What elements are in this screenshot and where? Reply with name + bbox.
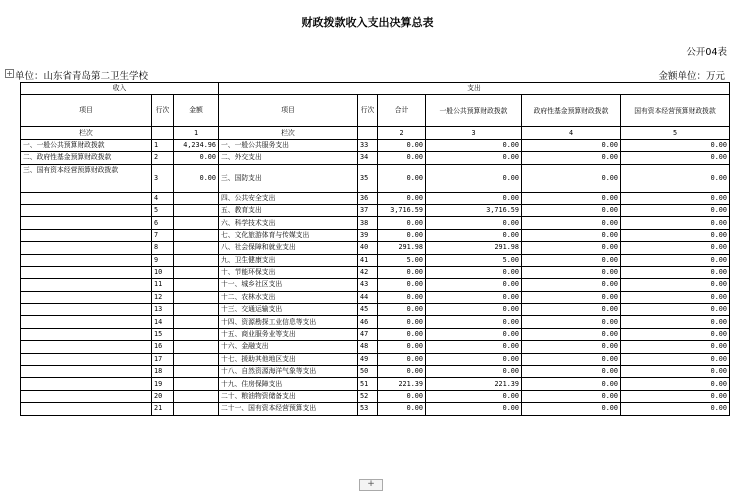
- income-item-cell[interactable]: [21, 316, 152, 328]
- gov-fund-amount-cell[interactable]: 0.00: [522, 152, 621, 164]
- income-amount-cell[interactable]: [174, 254, 219, 266]
- income-item-cell[interactable]: [21, 266, 152, 278]
- gov-fund-amount-cell[interactable]: 0.00: [522, 304, 621, 316]
- table-row: [21, 390, 730, 402]
- income-row-no-cell[interactable]: 18: [152, 366, 174, 378]
- general-budget-amount-cell[interactable]: 0.00: [426, 164, 522, 192]
- general-budget-amount-cell[interactable]: 0.00: [426, 304, 522, 316]
- expense-item-cell[interactable]: 六、科学技术支出: [219, 217, 358, 229]
- table-row: [21, 378, 730, 390]
- income-amount-cell[interactable]: [174, 217, 219, 229]
- table-row: [21, 266, 730, 278]
- gov-fund-amount-cell[interactable]: 0.00: [522, 242, 621, 254]
- income-amount-cell[interactable]: [174, 192, 219, 204]
- expense-row-no-cell[interactable]: 47: [358, 328, 378, 340]
- income-row-no-cell[interactable]: 14: [152, 316, 174, 328]
- expense-row-no-cell[interactable]: 37: [358, 204, 378, 216]
- income-row-no-cell[interactable]: 19: [152, 378, 174, 390]
- table-row: [21, 279, 730, 291]
- general-budget-amount-cell[interactable]: 0.00: [426, 229, 522, 241]
- expense-row-no-cell[interactable]: 39: [358, 229, 378, 241]
- expense-row-no-cell[interactable]: 48: [358, 341, 378, 353]
- income-amount-cell[interactable]: [174, 291, 219, 303]
- income-row-no-header: 行次: [152, 95, 174, 127]
- general-budget-amount-cell[interactable]: 0.00: [426, 316, 522, 328]
- income-amount-cell[interactable]: [174, 353, 219, 365]
- table-row: [21, 291, 730, 303]
- header-row-2: [21, 95, 730, 127]
- income-row-no-cell[interactable]: 4: [152, 192, 174, 204]
- income-header: 收入: [21, 83, 219, 95]
- table-row: [21, 341, 730, 353]
- income-item-cell[interactable]: [21, 403, 152, 415]
- income-item-cell[interactable]: [21, 366, 152, 378]
- income-row-no-cell[interactable]: 9: [152, 254, 174, 266]
- expense-item-cell[interactable]: 十八、自然资源海洋气象等支出: [219, 366, 358, 378]
- income-row-no-cell[interactable]: 8: [152, 242, 174, 254]
- income-item-cell[interactable]: [21, 254, 152, 266]
- state-capital-amount-cell[interactable]: 0.00: [621, 279, 730, 291]
- total-amount-cell[interactable]: 0.00: [378, 341, 426, 353]
- expense-item-cell[interactable]: 十四、资源勘探工业信息等支出: [219, 316, 358, 328]
- expense-row-no-cell[interactable]: 40: [358, 242, 378, 254]
- gov-fund-amount-cell[interactable]: 0.00: [522, 316, 621, 328]
- total-amount-cell[interactable]: 0.00: [378, 291, 426, 303]
- income-item-header: 项目: [21, 95, 152, 127]
- expense-row-no-cell[interactable]: 42: [358, 266, 378, 278]
- state-capital-amount-cell[interactable]: 0.00: [621, 366, 730, 378]
- total-amount-cell[interactable]: 0.00: [378, 316, 426, 328]
- gov-fund-amount-cell[interactable]: 0.00: [522, 291, 621, 303]
- gov-fund-amount-cell[interactable]: 0.00: [522, 164, 621, 192]
- expense-item-cell[interactable]: 十五、商业服务业等支出: [219, 328, 358, 340]
- state-capital-amount-cell[interactable]: 0.00: [621, 291, 730, 303]
- table-row: [21, 316, 730, 328]
- expense-row-no-cell[interactable]: 35: [358, 164, 378, 192]
- table-row: [21, 192, 730, 204]
- table-row: [21, 242, 730, 254]
- state-capital-amount-cell[interactable]: 0.00: [621, 266, 730, 278]
- expense-item-cell[interactable]: 二十、粮油物资储备支出: [219, 390, 358, 402]
- income-row-no-cell[interactable]: 7: [152, 229, 174, 241]
- expense-row-no-cell[interactable]: 44: [358, 291, 378, 303]
- expense-row-no-cell[interactable]: 53: [358, 403, 378, 415]
- total-amount-cell[interactable]: 0.00: [378, 152, 426, 164]
- total-amount-cell[interactable]: 0.00: [378, 266, 426, 278]
- total-amount-cell[interactable]: 0.00: [378, 192, 426, 204]
- income-amount-cell[interactable]: [174, 341, 219, 353]
- add-row-button[interactable]: +: [359, 479, 383, 491]
- table-row: [21, 139, 730, 151]
- income-item-cell[interactable]: [21, 291, 152, 303]
- expense-item-header: 项目: [219, 95, 358, 127]
- income-row-no-cell[interactable]: 16: [152, 341, 174, 353]
- expense-item-cell[interactable]: 十七、援助其他地区支出: [219, 353, 358, 365]
- gov-fund-amount-cell[interactable]: 0.00: [522, 378, 621, 390]
- expense-row-no-cell[interactable]: 50: [358, 366, 378, 378]
- total-amount-cell[interactable]: 0.00: [378, 366, 426, 378]
- state-capital-amount-cell[interactable]: 0.00: [621, 378, 730, 390]
- state-capital-amount-cell[interactable]: 0.00: [621, 316, 730, 328]
- expense-item-cell[interactable]: 九、卫生健康支出: [219, 254, 358, 266]
- expense-row-no-cell[interactable]: 52: [358, 390, 378, 402]
- income-amount-cell[interactable]: [174, 279, 219, 291]
- table-row: [21, 204, 730, 216]
- state-capital-amount-cell[interactable]: 0.00: [621, 192, 730, 204]
- expense-row-no-cell[interactable]: 51: [358, 378, 378, 390]
- expense-row-no-cell[interactable]: 45: [358, 304, 378, 316]
- expense-row-no-cell[interactable]: 33: [358, 139, 378, 151]
- index-left-blank: [152, 127, 174, 139]
- total-amount-cell[interactable]: 291.98: [378, 242, 426, 254]
- index-col-5: 5: [621, 127, 730, 139]
- income-row-no-cell[interactable]: 17: [152, 353, 174, 365]
- table-row: [21, 366, 730, 378]
- income-amount-cell[interactable]: 0.00: [174, 164, 219, 192]
- expense-item-cell[interactable]: 十二、农林水支出: [219, 291, 358, 303]
- index-right-label: 栏次: [219, 127, 358, 139]
- gov-fund-amount-cell[interactable]: 0.00: [522, 279, 621, 291]
- table-row: [21, 164, 730, 192]
- gov-fund-amount-cell[interactable]: 0.00: [522, 266, 621, 278]
- income-row-no-cell[interactable]: 10: [152, 266, 174, 278]
- index-col-2: 2: [378, 127, 426, 139]
- income-item-cell[interactable]: [21, 242, 152, 254]
- expense-row-no-cell[interactable]: 46: [358, 316, 378, 328]
- expense-item-cell[interactable]: 一、一般公共服务支出: [219, 139, 358, 151]
- total-amount-cell[interactable]: 3,716.59: [378, 204, 426, 216]
- gov-fund-amount-cell[interactable]: 0.00: [522, 204, 621, 216]
- state-capital-amount-cell[interactable]: 0.00: [621, 304, 730, 316]
- expense-item-cell[interactable]: 二、外交支出: [219, 152, 358, 164]
- income-amount-header: 金额: [174, 95, 219, 127]
- income-item-cell[interactable]: [21, 217, 152, 229]
- income-amount-cell[interactable]: [174, 328, 219, 340]
- income-item-cell[interactable]: 三、国有资本经营预算财政拨款: [21, 164, 152, 192]
- state-capital-header: 国有资本经营预算财政拨款: [621, 95, 730, 127]
- expense-row-no-header: 行次: [358, 95, 378, 127]
- income-amount-cell[interactable]: [174, 390, 219, 402]
- income-item-cell[interactable]: [21, 341, 152, 353]
- income-amount-cell[interactable]: [174, 266, 219, 278]
- income-row-no-cell[interactable]: 5: [152, 204, 174, 216]
- table-row: [21, 217, 730, 229]
- income-amount-cell[interactable]: [174, 378, 219, 390]
- income-item-cell[interactable]: [21, 229, 152, 241]
- income-item-cell[interactable]: [21, 192, 152, 204]
- general-budget-amount-cell[interactable]: 0.00: [426, 366, 522, 378]
- income-amount-cell[interactable]: 0.00: [174, 152, 219, 164]
- income-row-no-cell[interactable]: 1: [152, 139, 174, 151]
- income-amount-cell[interactable]: [174, 242, 219, 254]
- unit-label: 单位：山东省青岛第二卫生学校: [15, 71, 149, 82]
- expense-item-cell[interactable]: 十、节能环保支出: [219, 266, 358, 278]
- general-budget-amount-cell[interactable]: 0.00: [426, 328, 522, 340]
- state-capital-amount-cell[interactable]: 0.00: [621, 328, 730, 340]
- general-budget-amount-cell[interactable]: 5.00: [426, 254, 522, 266]
- header-row-1: [21, 83, 730, 95]
- income-amount-cell[interactable]: [174, 366, 219, 378]
- general-budget-amount-cell[interactable]: 0.00: [426, 192, 522, 204]
- income-row-no-cell[interactable]: 21: [152, 403, 174, 415]
- state-capital-amount-cell[interactable]: 0.00: [621, 164, 730, 192]
- table-row: [21, 353, 730, 365]
- general-budget-amount-cell[interactable]: 0.00: [426, 139, 522, 151]
- gov-fund-amount-cell[interactable]: 0.00: [522, 366, 621, 378]
- expense-row-no-cell[interactable]: 38: [358, 217, 378, 229]
- general-budget-amount-cell[interactable]: 0.00: [426, 217, 522, 229]
- total-amount-cell[interactable]: 0.00: [378, 390, 426, 402]
- total-amount-cell[interactable]: 0.00: [378, 217, 426, 229]
- expense-item-cell[interactable]: 十三、交通运输支出: [219, 304, 358, 316]
- gov-fund-amount-cell[interactable]: 0.00: [522, 390, 621, 402]
- total-amount-cell[interactable]: 0.00: [378, 229, 426, 241]
- total-amount-cell[interactable]: 0.00: [378, 139, 426, 151]
- income-item-cell[interactable]: [21, 353, 152, 365]
- gov-fund-amount-cell[interactable]: 0.00: [522, 341, 621, 353]
- gov-fund-amount-cell[interactable]: 0.00: [522, 217, 621, 229]
- expense-row-no-cell[interactable]: 49: [358, 353, 378, 365]
- income-amount-cell[interactable]: [174, 204, 219, 216]
- expense-row-no-cell[interactable]: 41: [358, 254, 378, 266]
- income-item-cell[interactable]: 一、一般公共预算财政拨款: [21, 139, 152, 151]
- expense-item-cell[interactable]: 二十一、国有资本经营预算支出: [219, 403, 358, 415]
- expense-item-cell[interactable]: 十九、住房保障支出: [219, 378, 358, 390]
- general-budget-amount-cell[interactable]: 0.00: [426, 341, 522, 353]
- general-budget-header: 一般公共预算财政拨款: [426, 95, 522, 127]
- general-budget-amount-cell[interactable]: 221.39: [426, 378, 522, 390]
- gov-fund-amount-cell[interactable]: 0.00: [522, 254, 621, 266]
- state-capital-amount-cell[interactable]: 0.00: [621, 403, 730, 415]
- state-capital-amount-cell[interactable]: 0.00: [621, 353, 730, 365]
- total-amount-cell[interactable]: 0.00: [378, 304, 426, 316]
- table-row: [21, 254, 730, 266]
- expense-row-no-cell[interactable]: 34: [358, 152, 378, 164]
- index-right-blank: [358, 127, 378, 139]
- table-row: [21, 403, 730, 415]
- total-amount-cell[interactable]: 0.00: [378, 279, 426, 291]
- income-row-no-cell[interactable]: 6: [152, 217, 174, 229]
- expense-header: 支出: [219, 83, 730, 95]
- form-code: 公开04表: [686, 47, 727, 58]
- index-left-label: 栏次: [21, 127, 152, 139]
- expense-item-cell[interactable]: 四、公共安全支出: [219, 192, 358, 204]
- general-budget-amount-cell[interactable]: 3,716.59: [426, 204, 522, 216]
- expense-item-cell[interactable]: 十六、金融支出: [219, 341, 358, 353]
- income-item-cell[interactable]: [21, 328, 152, 340]
- expense-item-cell[interactable]: 三、国防支出: [219, 164, 358, 192]
- income-item-cell[interactable]: 二、政府性基金预算财政拨款: [21, 152, 152, 164]
- expense-row-no-cell[interactable]: 36: [358, 192, 378, 204]
- gov-fund-header: 政府性基金预算财政拨款: [522, 95, 621, 127]
- general-budget-amount-cell[interactable]: 0.00: [426, 266, 522, 278]
- income-amount-cell[interactable]: [174, 316, 219, 328]
- total-amount-cell[interactable]: 0.00: [378, 353, 426, 365]
- state-capital-amount-cell[interactable]: 0.00: [621, 152, 730, 164]
- state-capital-amount-cell[interactable]: 0.00: [621, 254, 730, 266]
- total-header: 合计: [378, 95, 426, 127]
- state-capital-amount-cell[interactable]: 0.00: [621, 390, 730, 402]
- gov-fund-amount-cell[interactable]: 0.00: [522, 192, 621, 204]
- index-left-no: 1: [174, 127, 219, 139]
- expense-item-cell[interactable]: 五、教育支出: [219, 204, 358, 216]
- table-row: [21, 304, 730, 316]
- table-move-handle-icon[interactable]: +: [6, 69, 13, 78]
- table-row: [21, 152, 730, 164]
- general-budget-amount-cell[interactable]: 0.00: [426, 353, 522, 365]
- table-row: [21, 229, 730, 241]
- expense-item-cell[interactable]: 十一、城乡社区支出: [219, 279, 358, 291]
- general-budget-amount-cell[interactable]: 0.00: [426, 403, 522, 415]
- income-row-no-cell[interactable]: 20: [152, 390, 174, 402]
- income-amount-cell[interactable]: [174, 229, 219, 241]
- gov-fund-amount-cell[interactable]: 0.00: [522, 229, 621, 241]
- general-budget-amount-cell[interactable]: 291.98: [426, 242, 522, 254]
- state-capital-amount-cell[interactable]: 0.00: [621, 242, 730, 254]
- report-title: 财政拨款收入支出决算总表: [301, 16, 434, 29]
- total-amount-cell[interactable]: 0.00: [378, 164, 426, 192]
- state-capital-amount-cell[interactable]: 0.00: [621, 139, 730, 151]
- general-budget-amount-cell[interactable]: 0.00: [426, 279, 522, 291]
- total-amount-cell[interactable]: 221.39: [378, 378, 426, 390]
- general-budget-amount-cell[interactable]: 0.00: [426, 390, 522, 402]
- income-item-cell[interactable]: [21, 390, 152, 402]
- index-col-3: 3: [426, 127, 522, 139]
- fiscal-summary-table: [20, 82, 730, 416]
- gov-fund-amount-cell[interactable]: 0.00: [522, 328, 621, 340]
- expense-row-no-cell[interactable]: 43: [358, 279, 378, 291]
- state-capital-amount-cell[interactable]: 0.00: [621, 341, 730, 353]
- income-row-no-cell[interactable]: 15: [152, 328, 174, 340]
- amount-unit-label: 金额单位：万元: [658, 71, 725, 82]
- state-capital-amount-cell[interactable]: 0.00: [621, 217, 730, 229]
- table-row: [21, 328, 730, 340]
- expense-item-cell[interactable]: 七、文化旅游体育与传媒支出: [219, 229, 358, 241]
- income-item-cell[interactable]: [21, 204, 152, 216]
- income-row-no-cell[interactable]: 13: [152, 304, 174, 316]
- income-row-no-cell[interactable]: 3: [152, 164, 174, 192]
- total-amount-cell[interactable]: 5.00: [378, 254, 426, 266]
- income-row-no-cell[interactable]: 12: [152, 291, 174, 303]
- index-col-4: 4: [522, 127, 621, 139]
- income-row-no-cell[interactable]: 2: [152, 152, 174, 164]
- income-amount-cell[interactable]: [174, 403, 219, 415]
- index-row: [21, 127, 730, 139]
- income-amount-cell[interactable]: [174, 304, 219, 316]
- gov-fund-amount-cell[interactable]: 0.00: [522, 353, 621, 365]
- income-item-cell[interactable]: [21, 304, 152, 316]
- state-capital-amount-cell[interactable]: 0.00: [621, 204, 730, 216]
- income-amount-cell[interactable]: 4,234.96: [174, 139, 219, 151]
- gov-fund-amount-cell[interactable]: 0.00: [522, 139, 621, 151]
- income-row-no-cell[interactable]: 11: [152, 279, 174, 291]
- total-amount-cell[interactable]: 0.00: [378, 328, 426, 340]
- general-budget-amount-cell[interactable]: 0.00: [426, 291, 522, 303]
- state-capital-amount-cell[interactable]: 0.00: [621, 229, 730, 241]
- general-budget-amount-cell[interactable]: 0.00: [426, 152, 522, 164]
- expense-item-cell[interactable]: 八、社会保障和就业支出: [219, 242, 358, 254]
- total-amount-cell[interactable]: 0.00: [378, 403, 426, 415]
- gov-fund-amount-cell[interactable]: 0.00: [522, 403, 621, 415]
- income-item-cell[interactable]: [21, 279, 152, 291]
- income-item-cell[interactable]: [21, 378, 152, 390]
